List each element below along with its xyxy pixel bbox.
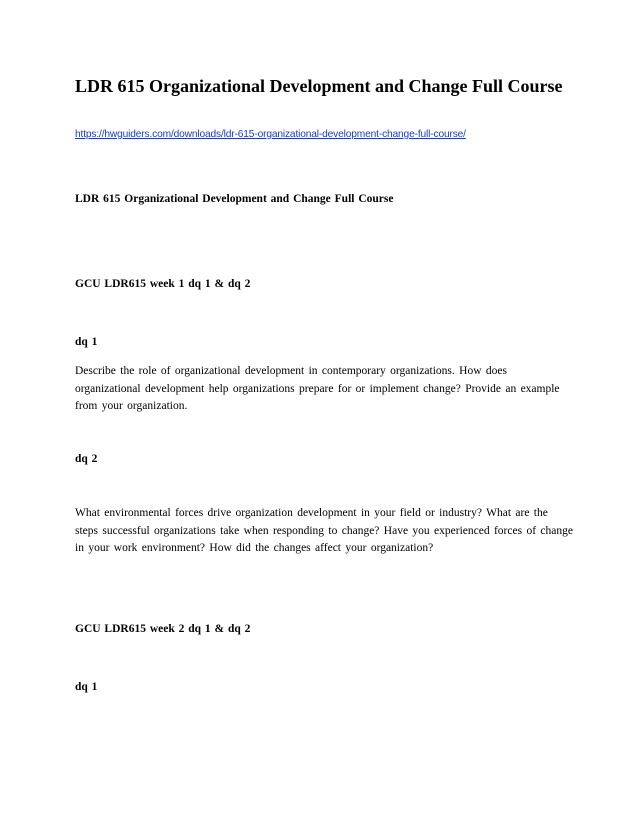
week2-heading: GCU LDR615 week 2 dq 1 & dq 2 bbox=[75, 623, 251, 635]
week1-dq2-text: What environmental forces drive organization development in your field or industry? What are the steps successful organizations take when responding to change? Have you experienced forces of change in your work environment? How did the changes affect your organization? bbox=[75, 507, 573, 554]
document-title: LDR 615 Organizational Development and Change Full Course bbox=[75, 76, 563, 96]
week1-dq2-label: dq 2 bbox=[75, 453, 98, 465]
week1-dq1-label: dq 1 bbox=[75, 336, 98, 348]
week1-heading: GCU LDR615 week 1 dq 1 & dq 2 bbox=[75, 278, 251, 290]
course-heading: LDR 615 Organizational Development and Change Full Course bbox=[75, 193, 394, 205]
week2-dq1-label: dq 1 bbox=[75, 681, 98, 693]
course-link[interactable]: https://hwguiders.com/downloads/ldr-615-organizational-development-change-full-course/ bbox=[75, 129, 466, 140]
week1-dq1-text: Describe the role of organizational development in contemporary organizations. How does organizational development help organizations prepare for or implement change? Provide an example from your organization. bbox=[75, 365, 560, 412]
